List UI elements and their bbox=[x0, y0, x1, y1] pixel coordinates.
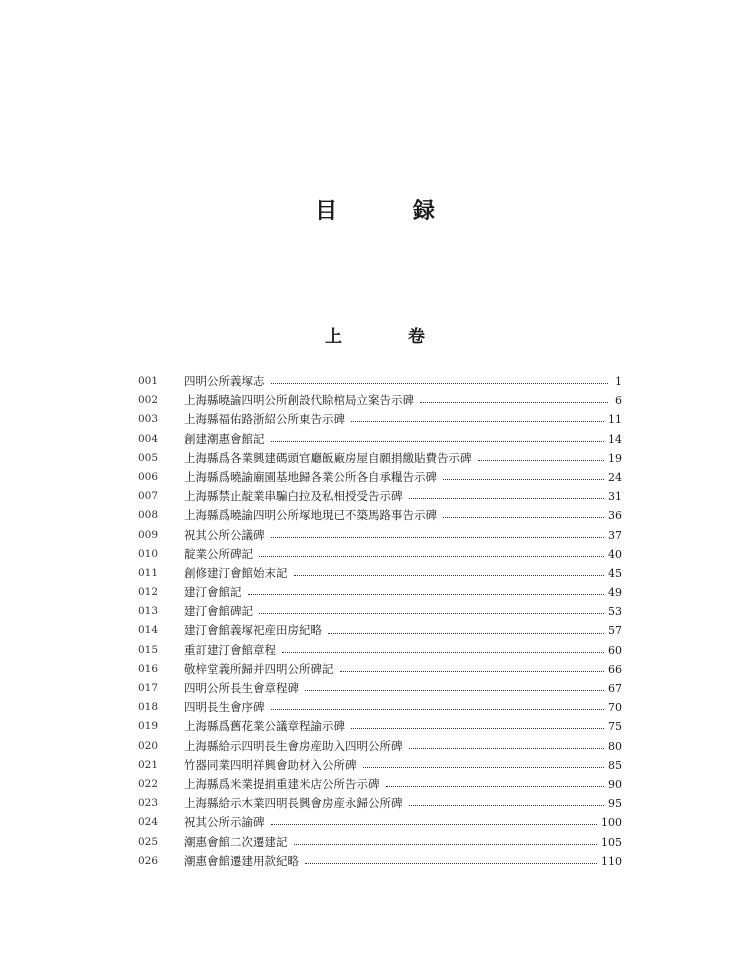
entry-page-number: 37 bbox=[608, 528, 622, 542]
entry-title: 建汀會館義塚祀産田房紀略 bbox=[184, 623, 322, 638]
entry-page-number: 31 bbox=[608, 490, 622, 504]
toc-entry bbox=[138, 430, 622, 449]
entry-page-number: 6 bbox=[615, 394, 622, 408]
entry-number: 016 bbox=[138, 662, 159, 675]
dot-leader bbox=[351, 420, 604, 422]
entry-title: 四明長生會序碑 bbox=[184, 700, 265, 715]
entry-number: 007 bbox=[138, 490, 159, 503]
toc-entry bbox=[138, 372, 622, 391]
volume-heading: 上 卷 bbox=[325, 327, 455, 347]
dot-leader bbox=[443, 516, 604, 518]
toc-entry bbox=[138, 391, 622, 410]
entry-page-number: 67 bbox=[608, 682, 622, 695]
entry-number: 011 bbox=[138, 566, 159, 579]
toc-entry bbox=[138, 660, 622, 679]
dot-leader bbox=[340, 670, 605, 672]
entry-number: 008 bbox=[138, 509, 159, 522]
entry-number: 023 bbox=[138, 797, 159, 810]
toc-entry bbox=[138, 602, 622, 621]
entry-number: 015 bbox=[138, 643, 159, 656]
entry-title: 上海縣禁止靛業串騙白拉及私相授受告示碑 bbox=[184, 489, 403, 504]
entry-title: 潮惠會館遷建用款紀略 bbox=[184, 853, 299, 868]
toc-entry bbox=[138, 526, 622, 545]
dot-leader bbox=[409, 497, 605, 499]
entry-page-number: 70 bbox=[608, 701, 622, 715]
toc-entry bbox=[138, 449, 622, 468]
entry-number: 012 bbox=[138, 586, 159, 599]
dot-leader bbox=[271, 440, 605, 442]
entry-number: 013 bbox=[138, 605, 159, 618]
toc-entry bbox=[138, 583, 622, 602]
entry-title: 上海縣爲舊花業公議章程諭示碑 bbox=[184, 719, 345, 734]
entry-number: 018 bbox=[138, 701, 159, 714]
dot-leader bbox=[271, 382, 609, 384]
entry-title: 敬梓堂義所歸并四明公所碑記 bbox=[184, 661, 334, 676]
entry-title: 上海縣曉諭四明公所創設代賒棺局立案告示碑 bbox=[184, 393, 414, 408]
entry-title: 創修建汀會館始末記 bbox=[184, 565, 288, 580]
entry-title: 建汀會館記 bbox=[184, 585, 242, 600]
entry-page-number: 60 bbox=[608, 643, 622, 657]
entry-page-number: 36 bbox=[608, 509, 622, 523]
toc-entry bbox=[138, 756, 622, 775]
dot-leader bbox=[294, 574, 605, 576]
entry-page-number: 110 bbox=[601, 854, 622, 868]
entry-number: 010 bbox=[138, 547, 159, 560]
entry-number: 024 bbox=[138, 816, 159, 829]
entry-title: 上海縣給示木業四明長興會房産永歸公所碑 bbox=[184, 796, 403, 811]
entry-page-number: 90 bbox=[608, 777, 622, 791]
entry-number: 020 bbox=[138, 739, 159, 752]
toc-entry bbox=[138, 794, 622, 813]
entry-number: 005 bbox=[138, 451, 159, 464]
dot-leader bbox=[443, 478, 604, 480]
toc-entry bbox=[138, 737, 622, 756]
entry-number: 026 bbox=[138, 854, 159, 867]
entry-title: 上海縣爲各業興建碼頭官廳飯廠房屋自願捐繳貼費告示碑 bbox=[184, 450, 472, 465]
entry-number: 021 bbox=[138, 758, 159, 771]
entry-number: 022 bbox=[138, 777, 159, 790]
toc-entry bbox=[138, 564, 622, 583]
page-title: 目 録 bbox=[315, 198, 469, 224]
toc-entry bbox=[138, 813, 622, 832]
entry-title: 創建潮惠會館記 bbox=[184, 431, 265, 446]
entry-number: 025 bbox=[138, 835, 159, 848]
dot-leader bbox=[294, 843, 598, 845]
toc-entry bbox=[138, 506, 622, 525]
entry-page-number: 95 bbox=[608, 797, 622, 811]
entry-number: 001 bbox=[138, 375, 159, 387]
dot-leader bbox=[478, 459, 605, 461]
entry-title: 上海縣爲曉諭四明公所塚地現已不築馬路事告示碑 bbox=[184, 508, 437, 523]
dot-leader bbox=[271, 823, 598, 825]
entry-number: 003 bbox=[138, 413, 159, 426]
entry-page-number: 100 bbox=[601, 816, 622, 830]
dot-leader bbox=[420, 401, 608, 403]
entry-number: 017 bbox=[138, 682, 159, 694]
toc-entry bbox=[138, 852, 622, 871]
entry-page-number: 75 bbox=[608, 720, 622, 734]
entry-number: 006 bbox=[138, 470, 159, 483]
dot-leader bbox=[351, 727, 604, 729]
entry-page-number: 1 bbox=[615, 375, 622, 388]
dot-leader bbox=[328, 632, 604, 634]
entry-page-number: 40 bbox=[608, 547, 622, 561]
entry-page-number: 53 bbox=[608, 605, 622, 619]
entry-title: 四明公所長生會章程碑 bbox=[184, 681, 299, 695]
dot-leader bbox=[271, 708, 605, 710]
dot-leader bbox=[282, 651, 604, 653]
entry-page-number: 57 bbox=[608, 624, 622, 638]
entry-title: 竹器同業四明祥興會助材入公所碑 bbox=[184, 757, 357, 772]
entry-title: 上海縣爲曉諭廟園基地歸各業公所各自承糧告示碑 bbox=[184, 469, 437, 484]
dot-leader bbox=[409, 747, 605, 749]
entry-title: 潮惠會館二次遷建記 bbox=[184, 834, 288, 849]
toc-entry bbox=[138, 410, 622, 429]
entry-number: 009 bbox=[138, 528, 159, 541]
entry-page-number: 105 bbox=[601, 835, 622, 849]
dot-leader bbox=[363, 766, 605, 768]
dot-leader bbox=[386, 785, 605, 787]
dot-leader bbox=[305, 689, 604, 691]
entry-page-number: 66 bbox=[608, 662, 622, 676]
entry-title: 上海縣福佑路浙紹公所東告示碑 bbox=[184, 412, 345, 427]
entry-title: 四明公所義塚志 bbox=[184, 374, 265, 388]
toc-entry bbox=[138, 698, 622, 717]
dot-leader bbox=[409, 804, 605, 806]
toc-entry bbox=[138, 487, 622, 506]
toc-entry bbox=[138, 621, 622, 640]
entry-page-number: 24 bbox=[608, 470, 622, 484]
toc-entry bbox=[138, 545, 622, 564]
entry-title: 祝其公所示諭碑 bbox=[184, 815, 265, 830]
entry-page-number: 11 bbox=[608, 413, 622, 427]
entry-title: 建汀會館碑記 bbox=[184, 604, 253, 619]
toc-entry bbox=[138, 833, 622, 852]
toc-entry bbox=[138, 468, 622, 487]
entry-page-number: 49 bbox=[608, 586, 622, 600]
table-of-contents bbox=[138, 372, 622, 871]
dot-leader bbox=[248, 593, 605, 595]
entry-title: 上海縣爲米業提捐重建米店公所告示碑 bbox=[184, 776, 380, 791]
entry-number: 014 bbox=[138, 624, 159, 637]
entry-title: 重訂建汀會館章程 bbox=[184, 642, 276, 657]
entry-page-number: 85 bbox=[608, 758, 622, 772]
dot-leader bbox=[259, 555, 604, 557]
entry-page-number: 45 bbox=[608, 566, 622, 580]
dot-leader bbox=[259, 612, 604, 614]
toc-entry bbox=[138, 679, 622, 698]
dot-leader bbox=[271, 536, 605, 538]
entry-page-number: 19 bbox=[608, 451, 622, 465]
entry-number: 019 bbox=[138, 720, 159, 733]
entry-title: 上海縣給示四明長生會房産助入四明公所碑 bbox=[184, 738, 403, 753]
entry-number: 004 bbox=[138, 432, 159, 445]
toc-entry bbox=[138, 775, 622, 794]
entry-page-number: 80 bbox=[608, 739, 622, 753]
toc-entry bbox=[138, 717, 622, 736]
entry-title: 祝其公所公議碑 bbox=[184, 527, 265, 542]
entry-number: 002 bbox=[138, 394, 159, 407]
dot-leader bbox=[305, 862, 597, 864]
entry-title: 靛業公所碑記 bbox=[184, 546, 253, 561]
entry-page-number: 14 bbox=[608, 432, 622, 446]
toc-entry bbox=[138, 641, 622, 660]
